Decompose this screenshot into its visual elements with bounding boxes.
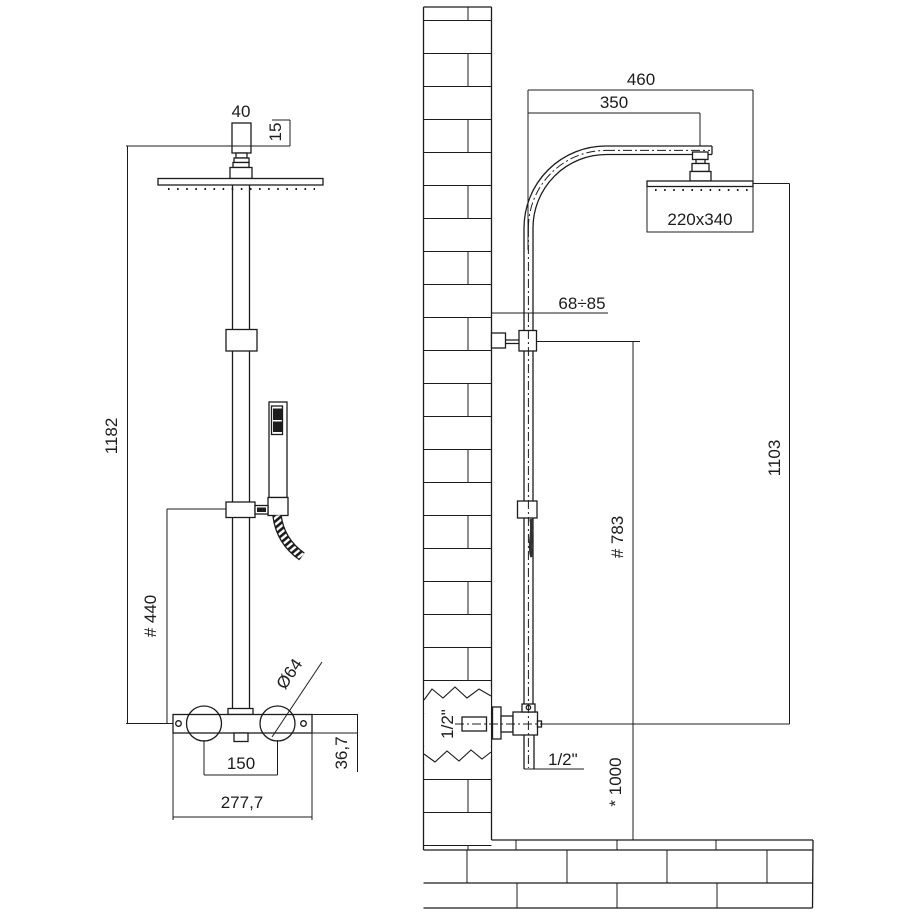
overhead-shower-plate-side (647, 181, 753, 187)
holder-arm-detail (257, 508, 266, 513)
handshower-face-upper (273, 409, 282, 421)
hose-side (531, 519, 532, 557)
hose-ribbed (277, 516, 302, 557)
holder-slider-side (518, 501, 538, 518)
head-size-label: 220x340 (667, 210, 733, 229)
overhead-shower-plate-front (158, 179, 323, 186)
dim-label-knob-spacing: 150 (226, 754, 256, 773)
head-hub (230, 168, 252, 179)
valve-outlet-front (234, 733, 248, 742)
bracket-wall-plate (492, 333, 506, 348)
pipe-collar (226, 330, 257, 352)
outlet-thread-label: 1/2" (548, 750, 578, 769)
dim-label-bracket-to-valve: # 783 (608, 515, 627, 559)
floor-bricks (424, 840, 814, 908)
dim-label-arm-reach-total: 460 (626, 70, 656, 89)
dim-label-bracket-range: 68÷85 (558, 294, 606, 313)
arm-curve (524, 146, 607, 228)
dim-label-head-offset: 15 (266, 122, 285, 142)
riser-pipe-front (233, 185, 250, 709)
side-view (455, 146, 753, 769)
dim-label-valve-width: 277,7 (220, 793, 264, 812)
swivel-ring-2 (234, 158, 249, 163)
front-view (158, 123, 323, 742)
handshower-face-lower (273, 422, 282, 433)
swivel-ring-1 (236, 153, 247, 158)
bracket-clamp (519, 331, 537, 352)
dim-label-handshower-height: # 440 (141, 594, 160, 638)
supply-thread-label: 1/2" (438, 709, 457, 739)
dim-label-valve-height: 36,7 (332, 736, 351, 770)
top-mount-block (232, 123, 251, 153)
bracket-stem (506, 340, 520, 344)
handshower-grip-end (268, 498, 288, 516)
dim-label-head-width: 40 (231, 102, 251, 121)
mount-screw-right (301, 721, 307, 727)
dim-label-arm-reach-connector: 350 (599, 93, 629, 112)
pipe-centerline (528, 150, 710, 768)
valve-inlet-base (228, 709, 253, 715)
dim-label-valve-floor-height: * 1000 (606, 757, 625, 807)
arm-connector-nut-2 (692, 164, 709, 172)
dim-label-head-to-valve: 1103 (765, 439, 784, 477)
valve-bar (173, 715, 312, 734)
dim-label-knob-diameter: Ø64 (272, 655, 307, 693)
arm-connector-nut-1 (693, 152, 709, 160)
mount-screw-left (176, 721, 182, 727)
swivel-nut (233, 163, 249, 168)
valve-outlet-side (524, 735, 534, 769)
valve-escutcheon (493, 707, 502, 739)
holder-slider-front (226, 502, 255, 518)
head-hub-side (690, 172, 711, 182)
dim-label-total-height: 1182 (102, 417, 121, 455)
